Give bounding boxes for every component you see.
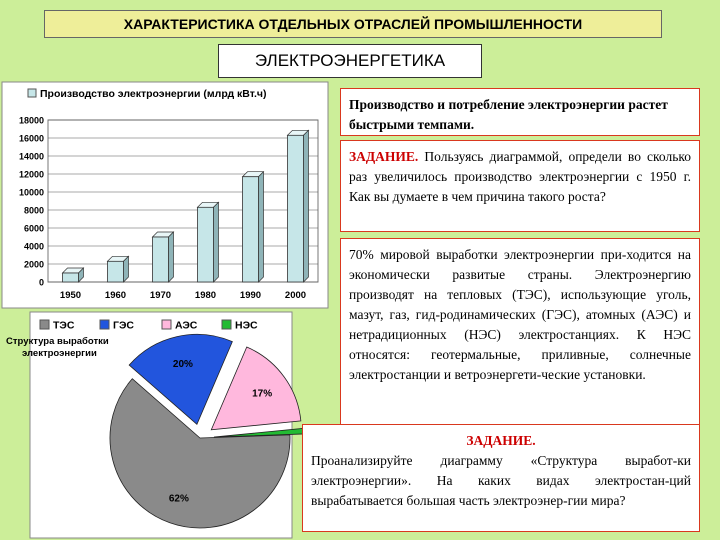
y-tick-label: 8000 [23, 205, 44, 216]
x-tick-label: 2000 [284, 290, 307, 301]
y-tick-label: 4000 [23, 241, 44, 252]
pie-legend-swatch [40, 320, 49, 329]
pie-title-line1: Структура выработки [6, 336, 109, 347]
y-tick-label: 2000 [23, 259, 44, 270]
bar [63, 273, 79, 282]
section-title-text: ЭЛЕКТРОЭНЕРГЕТИКА [254, 51, 446, 70]
y-tick-label: 0 [38, 277, 44, 288]
task-2-body: Проанализируйте диаграмму «Структура выработ-ки электроэнергии». На каких видах электростан-ций вырабатывается большая часть электроэнер-гии мира? [311, 453, 691, 508]
structure-pie-chart [0, 310, 330, 540]
pie-legend-swatch [162, 320, 171, 329]
x-tick-label: 1970 [149, 290, 172, 301]
x-tick-label: 1950 [59, 290, 82, 301]
info-box [340, 238, 700, 434]
section-title [218, 44, 482, 78]
pie-value-label: 20% [172, 358, 193, 370]
bar-side [214, 202, 219, 282]
bar [243, 177, 259, 282]
task-1-heading: ЗАДАНИЕ. [349, 149, 419, 164]
bar-side [169, 232, 174, 282]
x-tick-label: 1990 [239, 290, 262, 301]
pie-value-label: 17% [252, 388, 273, 400]
y-tick-label: 10000 [18, 187, 44, 198]
y-tick-label: 16000 [18, 133, 44, 144]
bar [108, 261, 124, 282]
legend-swatch [28, 89, 36, 97]
bar [198, 207, 214, 282]
pie-legend-label: АЭС [175, 319, 198, 332]
bar-side [259, 172, 264, 282]
growth-statement [340, 88, 700, 136]
legend-label: Производство электроэнергии (млрд кВт.ч) [40, 88, 267, 100]
page-title [44, 10, 662, 38]
task-box-2 [302, 424, 700, 532]
pie-title-line2: электроэнергии [22, 348, 97, 359]
info-box-text: 70% мировой выработки электроэнергии при-ходится на экономически развитые страны. Электроэнергию производят на тепловых (ТЭС), использующие уголь, мазут, газ, гид-родинамических (ГЭС), атомных (АЭС) и нетрадиционных (НЭС) электростанциях. К НЭС относятся: геотермальные, приливные, солнечные электростанции и ветроэнергети-ческие установки. [349, 247, 691, 382]
y-tick-label: 14000 [18, 151, 44, 162]
production-bar-chart [0, 80, 330, 310]
y-tick-label: 12000 [18, 169, 44, 180]
bar-side [304, 130, 309, 282]
page-title-text: ХАРАКТЕРИСТИКА ОТДЕЛЬНЫХ ОТРАСЛЕЙ ПРОМЫШЛЕННОСТИ [123, 16, 583, 32]
y-tick-label: 18000 [18, 115, 44, 126]
bar [153, 237, 169, 282]
pie-value-label: 62% [168, 493, 189, 505]
task-2-heading: ЗАДАНИЕ. [466, 433, 536, 448]
plot-area [48, 120, 318, 282]
task-box-1 [340, 140, 700, 232]
y-tick-label: 6000 [23, 223, 44, 234]
pie-legend-swatch [100, 320, 109, 329]
task-1-body: Пользуясь диаграммой, определи во сколько раз увеличилось производство электроэнергии с 1950 г. Как вы думаете в чем причина такого роста? [349, 149, 691, 204]
x-tick-label: 1960 [104, 290, 127, 301]
bar-side [124, 256, 129, 282]
pie-legend-label: НЭС [235, 319, 258, 332]
pie-legend-label: ГЭС [113, 319, 135, 332]
x-tick-label: 1980 [194, 290, 217, 301]
growth-statement-text: Производство и потребление электроэнергии растет быстрыми темпами. [349, 97, 668, 132]
pie-legend-swatch [222, 320, 231, 329]
bar [288, 135, 304, 282]
pie-legend-label: ТЭС [53, 319, 75, 332]
